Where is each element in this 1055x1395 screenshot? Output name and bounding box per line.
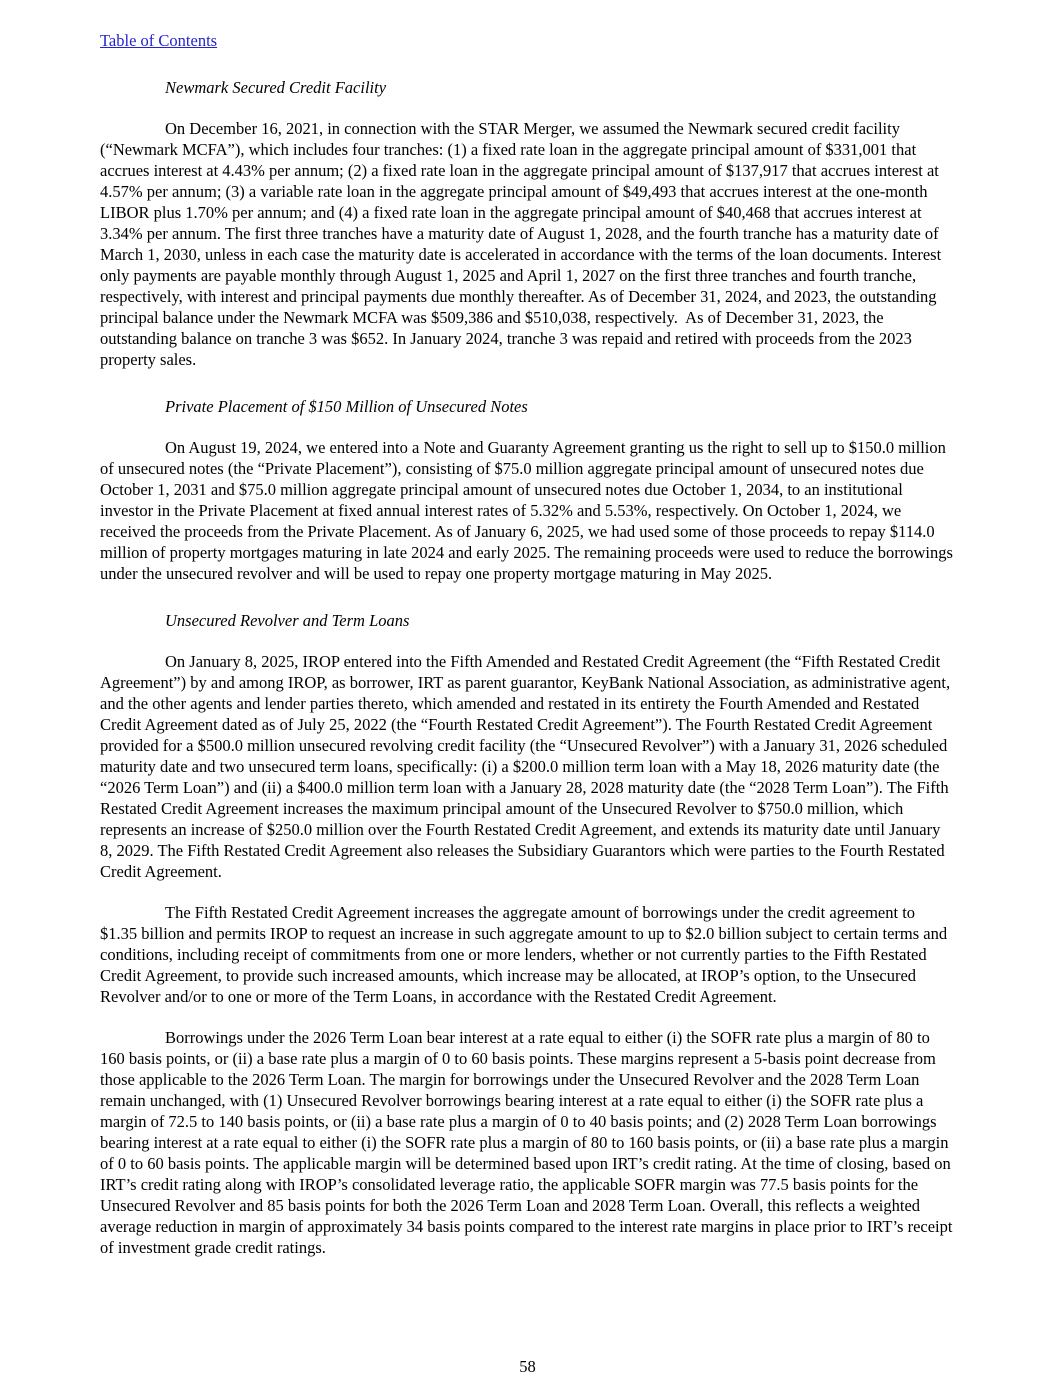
document-body — [100, 77, 955, 1258]
paragraph-newmark-mcfa: On December 16, 2021, in connection with the STAR Merger, we assumed the Newmark secured credit facility (“Newmark MCFA”), which includes four tranches: (1) a fixed rate loan in the aggregate principal amount of $331,001 that accrues interest at 4.43% per annum; (2) a fixed rate loan in the aggregate principal amount of $137,917 that accrues interest at 4.57% per annum; (3) a variable rate loan in the aggregate principal amount of $49,493 that accrues interest at the one-month LIBOR plus 1.70% per annum; and (4) a fixed rate loan in the aggregate principal amount of $40,468 that accrues interest at 3.34% per annum. The first three tranches have a maturity date of August 1, 2028, and the fourth tranche has a maturity date of March 1, 2030, unless in each case the maturity date is accelerated in accordance with the terms of the loan documents. Interest only payments are payable monthly through August 1, 2025 and April 1, 2027 on the first three tranches and fourth tranche, respectively, with interest and principal payments due monthly thereafter. As of December 31, 2024, and 2023, the outstanding principal balance under the Newmark MCFA was $509,386 and $510,038, respectively. As of December 31, 2023, the outstanding balance on tranche 3 was $652. In January 2024, tranche 3 was repaid and retired with proceeds from the 2023 property sales. — [100, 119, 942, 369]
paragraph-fifth-restated-credit-agreement: On January 8, 2025, IROP entered into the Fifth Amended and Restated Credit Agreement (the “Fifth Restated Credit Agreement”) by and among IROP, as borrower, IRT as parent guarantor, KeyBank National Association, as administrative agent, and the other agents and lender parties thereto, which amended and restated in its entirety the Fourth Amended and Restated Credit Agreement dated as of July 25, 2022 (the “Fourth Restated Credit Agreement”). The Fourth Restated Credit Agreement provided for a $500.0 million unsecured revolving credit facility (the “Unsecured Revolver”) with a January 31, 2026 scheduled maturity date and two unsecured term loans, specifically: (i) a $200.0 million term loan with a May 18, 2026 maturity date (the “2026 Term Loan”) and (ii) a $400.0 million term loan with a January 28, 2028 maturity date (the “2028 Term Loan”). The Fifth Restated Credit Agreement increases the maximum principal amount of the Unsecured Revolver to $750.0 million, which represents an increase of $250.0 million over the Fourth Restated Credit Agreement, and extends its maturity date until January 8, 2029. The Fifth Restated Credit Agreement also releases the Subsidiary Guarantors which were parties to the Fourth Restated Credit Agreement. — [100, 652, 951, 881]
paragraph-term-loan-margins: Borrowings under the 2026 Term Loan bear interest at a rate equal to either (i) the SOFR rate plus a margin of 80 to 160 basis points, or (ii) a base rate plus a margin of 0 to 60 basis points. These margins represent a 5-basis point decrease from those applicable to the 2026 Term Loan. The margin for borrowings under the Unsecured Revolver and the 2028 Term Loan remain unchanged, with (1) Unsecured Revolver borrowings bearing interest at a rate equal to either (i) the SOFR rate plus a margin of 72.5 to 140 basis points, or (ii) a base rate plus a margin of 0 to 40 basis points; and (2) 2028 Term Loan borrowings bearing interest at a rate equal to either (i) the SOFR rate plus a margin of 80 to 160 basis points, or (ii) a base rate plus a margin of 0 to 60 basis points. The applicable margin will be determined based upon IRT’s credit rating. At the time of closing, based on IRT’s credit rating along with IROP’s consolidated leverage ratio, the applicable SOFR margin was 77.5 basis points for the Unsecured Revolver and 85 basis points for both the 2026 Term Loan and 2028 Term Loan. Overall, this reflects a weighted average reduction in margin of approximately 34 basis points compared to the interest rate margins in place prior to IRT’s receipt of investment grade credit ratings. — [100, 1028, 953, 1257]
section-heading-private-placement: Private Placement of $150 Million of Unsecured Notes — [165, 397, 528, 416]
paragraph-aggregate-borrowings: The Fifth Restated Credit Agreement increases the aggregate amount of borrowings under the credit agreement to $1.35 billion and permits IROP to request an increase in such aggregate amount to up to $2.0 billion subject to certain terms and conditions, including receipt of commitments from one or more lenders, whether or not currently parties to the Fifth Restated Credit Agreement, to provide such increased amounts, which increase may be allocated, at IROP’s option, to the Unsecured Revolver and/or to one or more of the Term Loans, in accordance with the Restated Credit Agreement. — [100, 903, 948, 1006]
section-heading-newmark-secured-credit-facility: Newmark Secured Credit Facility — [165, 78, 387, 97]
table-of-contents-link[interactable]: Table of Contents — [100, 31, 218, 50]
section-heading-unsecured-revolver-term-loans: Unsecured Revolver and Term Loans — [165, 611, 410, 630]
toc-row — [100, 30, 955, 51]
paragraph-private-placement: On August 19, 2024, we entered into a Note and Guaranty Agreement granting us the right to sell up to $150.0 million of unsecured notes (the “Private Placement”), consisting of $75.0 million aggregate principal amount of unsecured notes due October 1, 2031 and $75.0 million aggregate principal amount of unsecured notes due October 1, 2034, to an institutional investor in the Private Placement at fixed annual interest rates of 5.32% and 5.53%, respectively. On October 1, 2024, we received the proceeds from the Private Placement. As of January 6, 2025, we had used some of those proceeds to repay $114.0 million of property mortgages maturing in late 2024 and early 2025. The remaining proceeds were used to reduce the borrowings under the unsecured revolver and will be used to repay one property mortgage maturing in May 2025. — [100, 438, 953, 583]
document-page — [0, 30, 1055, 1376]
page-number: 58 — [519, 1357, 536, 1376]
